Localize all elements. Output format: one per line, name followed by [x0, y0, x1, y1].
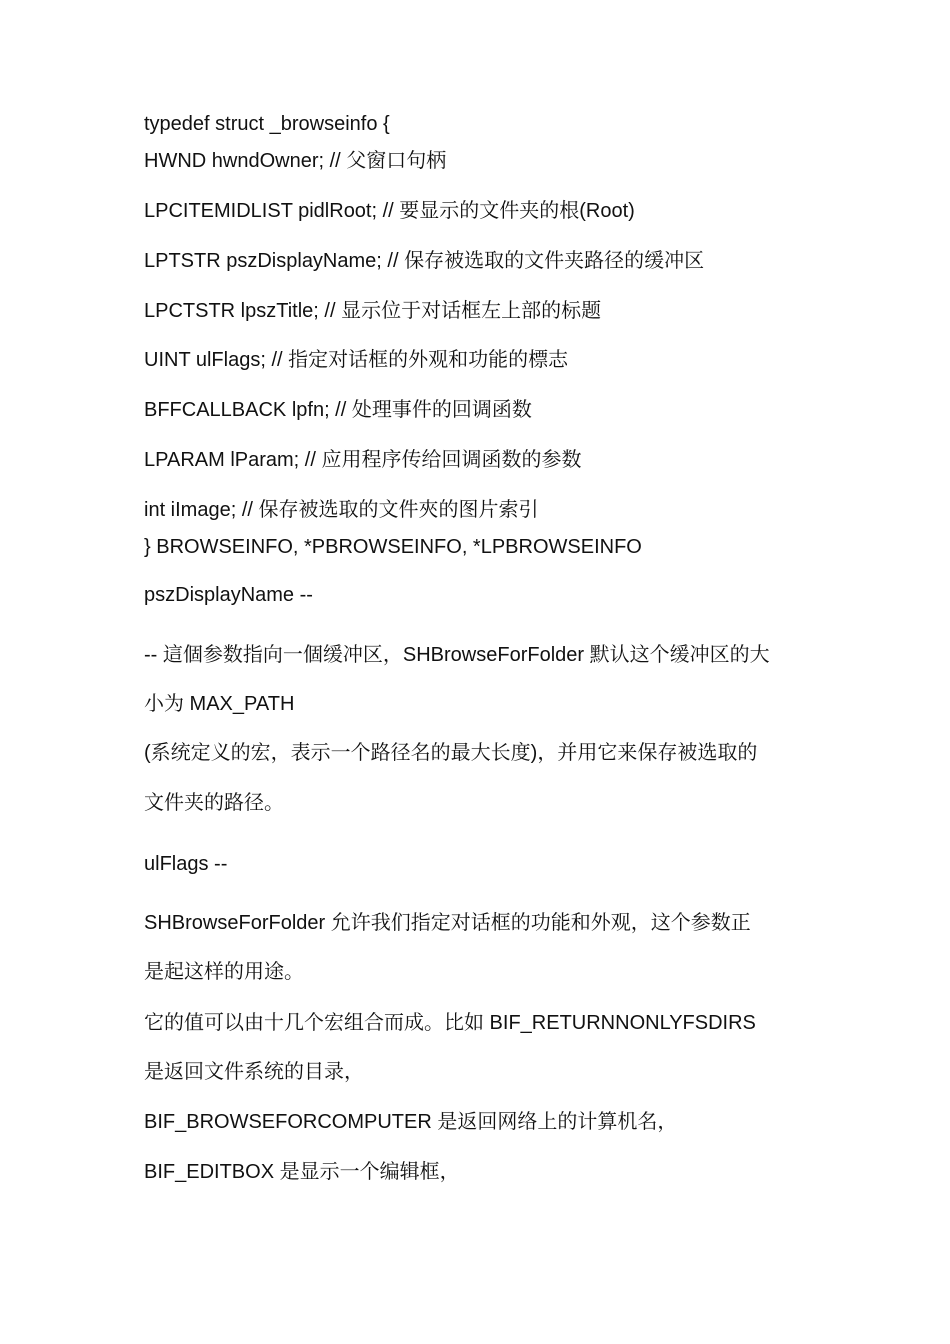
paragraph-line: 它的值可以由十几个宏组合而成。比如 BIF_RETURNNONLYFSDIRS: [144, 1012, 756, 1034]
paragraph-line: 是起这样的用途。: [144, 961, 304, 983]
code-line-lparam: LPARAM lParam; // 应用程序传给回调函数的参数: [144, 449, 582, 471]
paragraph-line: 文件夹的路径。: [144, 792, 284, 814]
code-line-pidl-root: LPCITEMIDLIST pidlRoot; // 要显示的文件夹的根(Root): [144, 200, 635, 222]
paragraph-line: 是返回文件系统的目录，: [144, 1061, 364, 1083]
paragraph-line: (系统定义的宏，表示一个路径名的最大长度)，并用它来保存被选取的: [144, 742, 758, 764]
code-line-hwnd-owner: HWND hwndOwner; // 父窗口句柄: [144, 150, 447, 172]
section-heading-ul-flags: ulFlags --: [144, 853, 228, 875]
paragraph-line: BIF_EDITBOX 是显示一个编辑框，: [144, 1161, 460, 1183]
code-line-lpsz-title: LPCTSTR lpszTitle; // 显示位于对话框左上部的标题: [144, 300, 602, 322]
code-line-lpfn: BFFCALLBACK lpfn; // 处理事件的回调函数: [144, 399, 532, 421]
code-line-iimage: int iImage; // 保存被选取的文件夾的图片索引: [144, 499, 539, 521]
code-line-typedef: typedef struct _browseinfo {: [144, 113, 390, 135]
paragraph-line: 小为 MAX_PATH: [144, 693, 295, 715]
paragraph-line: -- 這個参数指向一個缓冲区，SHBrowseForFolder 默认这个缓冲区的大: [144, 644, 770, 666]
code-line-ul-flags: UINT ulFlags; // 指定对话框的外观和功能的標志: [144, 349, 569, 371]
section-heading-psz-display-name: pszDisplayName --: [144, 584, 313, 606]
code-line-struct-close: } BROWSEINFO, *PBROWSEINFO, *LPBROWSEINFO: [144, 536, 642, 558]
paragraph-line: BIF_BROWSEFORCOMPUTER 是返回网络上的计算机名，: [144, 1111, 678, 1133]
paragraph-line: SHBrowseForFolder 允许我们指定对话框的功能和外观，这个参数正: [144, 912, 751, 934]
code-line-psz-display-name: LPTSTR pszDisplayName; // 保存被选取的文件夹路径的缓冲区: [144, 250, 705, 272]
